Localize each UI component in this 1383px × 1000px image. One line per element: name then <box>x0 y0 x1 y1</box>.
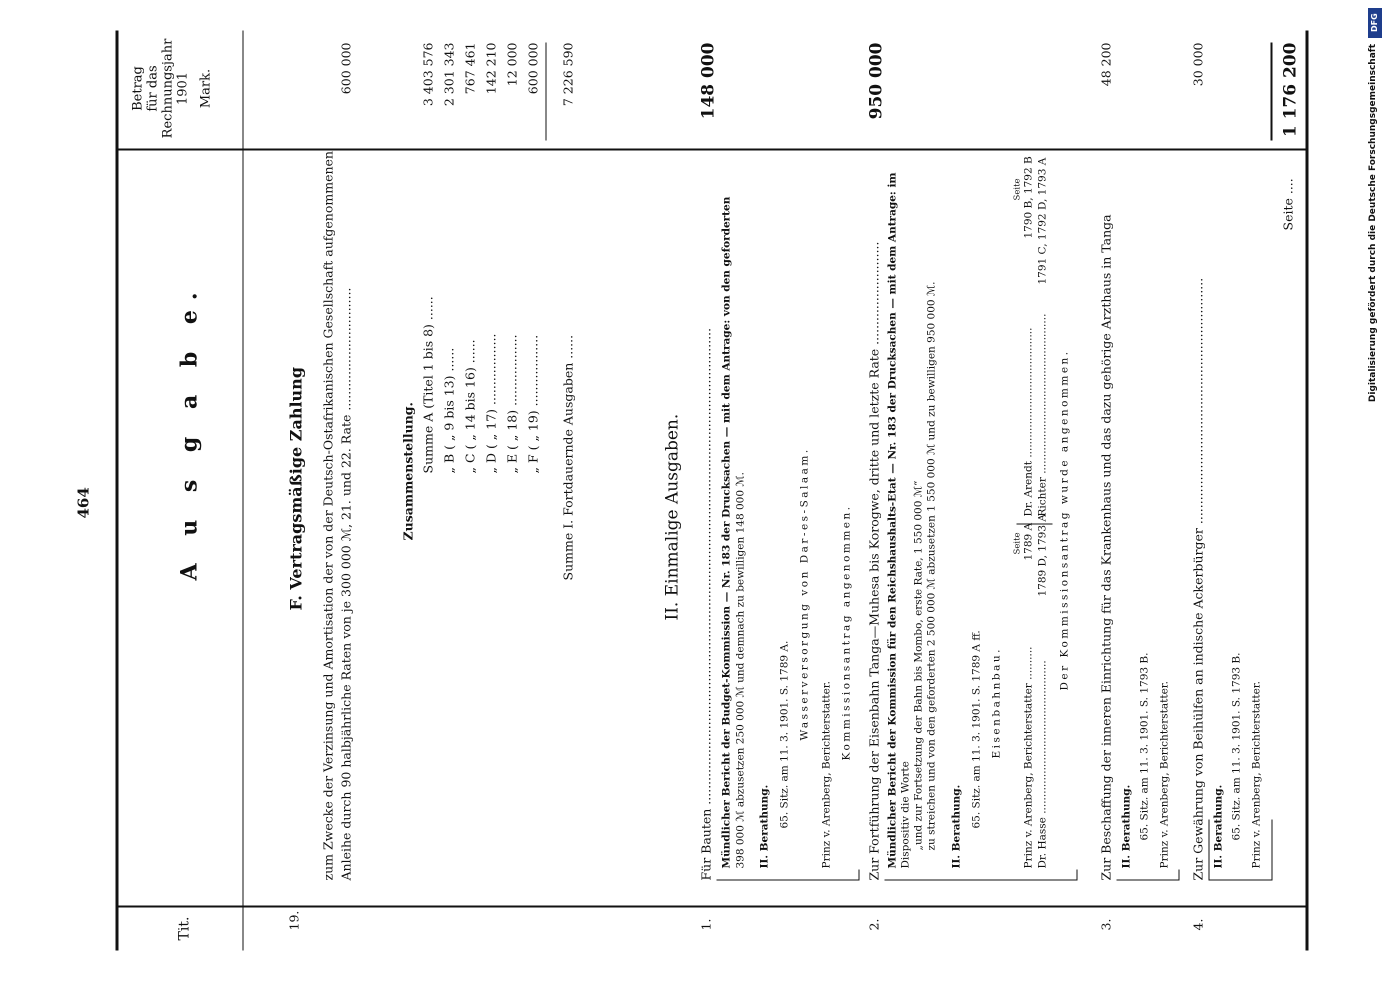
zusammenstellung-row: „ E ( „ 18) .................. <box>504 333 519 473</box>
item-3-amount: 48 200 <box>1098 42 1113 86</box>
zusammenstellung-row: „ B ( „ 9 bis 13) ...... <box>441 347 456 473</box>
part-f-title: F. Vertragsmäßige Zahlung <box>286 366 305 610</box>
section-title: A u s g a b e. <box>176 281 202 580</box>
zusammenstellung-row: „ C ( „ 14 bis 16) ...... <box>462 338 477 473</box>
item-3-speaker: Prinz v. Arenberg, Berichterstatter. <box>1158 680 1170 868</box>
item-1-speaker: Prinz v. Arenberg, Berichterstatter. <box>820 680 832 868</box>
item-2-beratung: II. Berathung. <box>950 784 962 868</box>
header-betrag-line: 1901 <box>175 71 190 105</box>
zusammenstellung-title: Zusammenstellung. <box>400 401 415 540</box>
page-total-rule <box>1270 42 1272 140</box>
zusammenstellung-value: 142 210 <box>483 42 498 94</box>
item-4-tit: 4. <box>1190 918 1205 930</box>
item-3-tit: 3. <box>1098 918 1113 930</box>
zusammenstellung-total-label: Summe I. Fortdauernde Ausgaben ...... <box>560 334 575 580</box>
item-4-beratung: II. Berathung. <box>1212 784 1224 868</box>
item-2-seite-label: Seite <box>1012 177 1022 200</box>
tit-19: 19. <box>286 910 301 930</box>
dfg-logo-icon: DFG <box>1368 8 1382 38</box>
header-betrag-line: Rechnungsjahr <box>160 38 175 138</box>
item-1-amount: 148 000 <box>698 42 718 119</box>
page-total-label: Seite .... <box>1280 177 1295 230</box>
item-2-seite-label: Seite <box>1012 531 1022 554</box>
item-1-title: Für Bauten ........................................................................................................................ <box>698 327 713 880</box>
item-1-report: 398 000 ℳ abzusetzen 250 000 ℳ und demnach zu bewilligen 148 000 ℳ. <box>734 471 746 868</box>
item-2-speaker-page: 1790 B, 1792 B <box>1022 155 1034 238</box>
item-2-bracket <box>884 869 1077 880</box>
zusammenstellung-value: 12 000 <box>504 42 519 86</box>
item-2-sitzung: 65. Sitz. am 11. 3. 1901. S. 1789 A ff. <box>970 629 982 828</box>
zusammenstellung-row: „ D ( „ 17) .................. <box>483 332 498 473</box>
item-2-speaker: Richter ................................................ <box>1036 313 1048 516</box>
zusammenstellung-value: 767 461 <box>462 42 477 94</box>
item-3-bracket <box>1116 869 1179 880</box>
item-3-beratung: II. Berathung. <box>1120 784 1132 868</box>
item-3-title: Zur Beschaffung der inneren Einrichtung für das Krankenhaus und das dazu gehörige Arzthaus in Tanga <box>1098 213 1113 880</box>
item-2-report: zu streichen und von den geforderten 2 500 000 ℳ abzusetzen 1 550 000 ℳ und zu bewilligen 950 000 ℳ. <box>925 281 937 850</box>
item-4-sitzung: 65. Sitz. am 11. 3. 1901. S. 1793 B. <box>1230 652 1242 840</box>
item-2-tit: 2. <box>866 918 881 930</box>
item-1-topic: Wasserversorgung von Dar-es-Salaam. <box>798 446 810 740</box>
zusammenstellung-value: 2 301 343 <box>441 42 456 106</box>
header-betrag-line: Betrag <box>130 65 145 111</box>
page-number: 464 <box>74 486 92 518</box>
sum-rule <box>545 42 546 140</box>
item-2-speaker: Prinz v. Arenberg, Berichterstatter .......... <box>1022 645 1034 868</box>
part-f-line1: zum Zwecke der Verzinsung und Amortisation der von der Deutsch-Ostafrikanischen Gesellschaft aufgenommenen <box>320 150 335 880</box>
item-4-title: Zur Gewährung von Beihülfen an indische Ackerbürger .............................................................. <box>1190 277 1205 880</box>
item-4-speaker: Prinz v. Arenberg, Berichterstatter. <box>1250 680 1262 868</box>
header-unit: Mark. <box>198 68 213 108</box>
item-2-speaker-divider <box>1016 523 1052 524</box>
item-2-speaker-page: 1789 A <box>1022 522 1034 560</box>
item-2-result: Der Kommissionsantrag wurde angenommen. <box>1058 348 1070 690</box>
part-f-line2: Anleihe durch 90 halbjährliche Raten von je 300 000 ℳ, 21. und 22. Rate ............................... <box>338 286 353 880</box>
item-2-report: Dispositiv die Worte <box>899 760 911 868</box>
item-2-report: „und zur Fortsetzung der Bahn bis Mombo, erste Rate, 1 550 000 ℳ“ <box>912 480 924 850</box>
item-1-tit: 1. <box>698 918 713 930</box>
item-2-speaker-page: 1791 C, 1792 D, 1793 A <box>1036 157 1048 284</box>
zusammenstellung-total-value: 7 226 590 <box>560 42 575 106</box>
zusammenstellung-row: „ F ( „ 19) .................. <box>525 334 540 473</box>
header-tit-label: Tit. <box>176 916 192 940</box>
page-total-value: 1 176 200 <box>1280 42 1300 137</box>
item-4-amount: 30 000 <box>1190 42 1205 86</box>
item-3-sitzung: 65. Sitz. am 11. 3. 1901. S. 1793 B. <box>1138 652 1150 840</box>
zusammenstellung-row: Summe A (Titel 1 bis 8) ...... <box>420 295 435 473</box>
header-betrag-line: für das <box>145 64 160 112</box>
item-2-speaker: Dr. Arendt ....................................... <box>1022 327 1034 516</box>
frame-header-rule <box>242 30 243 950</box>
frame-tit-column-rule <box>115 905 1305 907</box>
item-1-report: Mündlicher Bericht der Budget-Kommission — Nr. 183 der Drucksachen — mit dem Antrage: von den geforderten <box>720 196 732 868</box>
item-2-speaker-page: 1789 D, 1793 A <box>1036 513 1048 596</box>
item-1-result: Kommissionsantrag angenommen. <box>840 503 852 760</box>
item-2-topic: Eisenbahnbau. <box>990 646 1002 758</box>
item-1-beratung: II. Berathung. <box>758 784 770 868</box>
zusammenstellung-value: 3 403 576 <box>420 42 435 106</box>
item-2-report: Mündlicher Bericht der Kommission für den Reichshaushalts-Etat — Nr. 183 der Drucksachen — mit dem Antrage: im <box>886 171 898 868</box>
frame-top-rule <box>115 30 118 950</box>
part-f-amount: 600 000 <box>338 42 353 94</box>
frame-bottom-rule <box>1305 30 1308 950</box>
item-2-amount: 950 000 <box>866 42 886 119</box>
item-2-title: Zur Fortführung der Eisenbahn Tanga—Muhesa bis Korogwe, dritte und letzte Rate .......................... <box>866 241 881 880</box>
frame-amount-column-rule <box>115 148 1305 150</box>
item-2-speaker: Dr. Hasse .............................................. <box>1036 659 1048 868</box>
dfg-credit-strip <box>1366 0 1383 1000</box>
header-betrag <box>130 34 213 142</box>
dfg-credit-text: Digitalisierung gefördert durch die Deutsche Forschungsgemeinschaft <box>1368 44 1378 403</box>
item-1-sitzung: 65. Sitz. am 11. 3. 1901. S. 1789 A. <box>778 640 790 828</box>
zusammenstellung-value: 600 000 <box>525 42 540 94</box>
item-1-bracket <box>716 869 859 880</box>
part-ii-title: II. Einmalige Ausgaben. <box>662 413 682 620</box>
